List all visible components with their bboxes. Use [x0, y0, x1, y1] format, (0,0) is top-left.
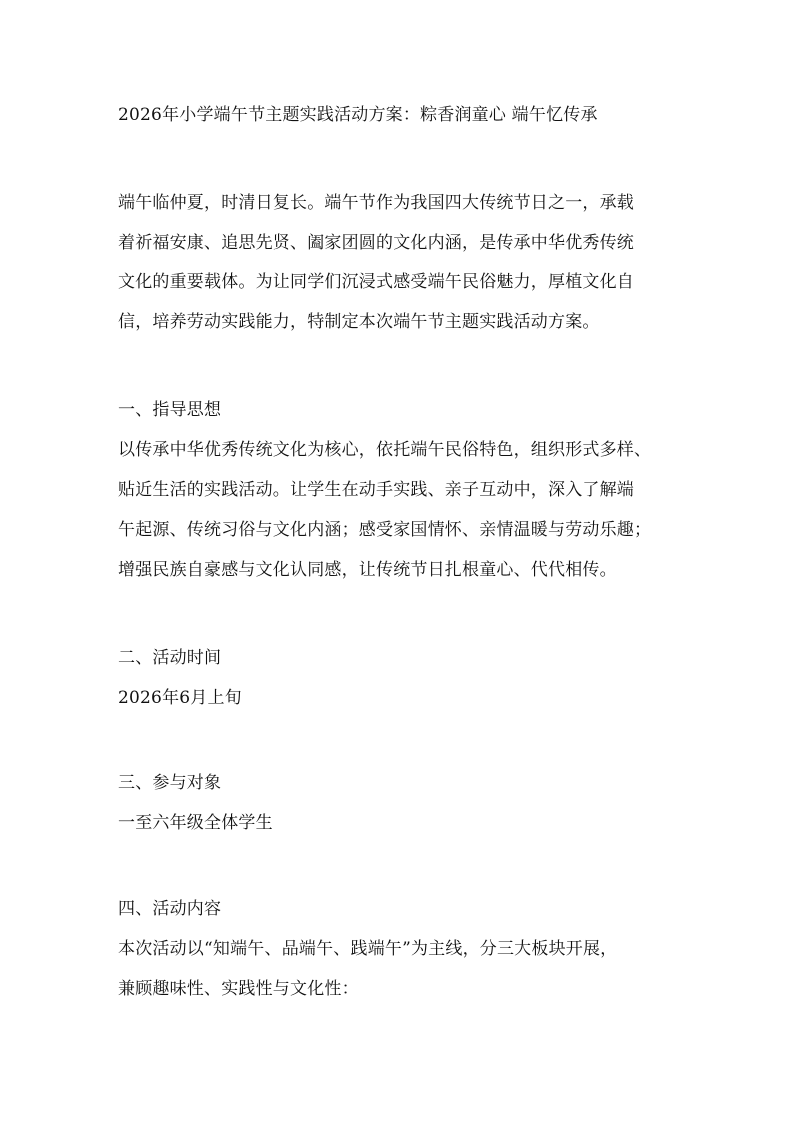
section-line: 本次活动以“知端午、品端午、践端午”为主线，分三大板块开展，: [118, 939, 618, 959]
section-line: 2026年6月上旬: [118, 688, 242, 708]
intro-line: 文化的重要载体。为让同学们沉浸式感受端午民俗魅力，厚植文化自: [118, 272, 634, 292]
section-line: 午起源、传统习俗与文化内涵；感受家国情怀、亲情温暖与劳动乐趣；: [118, 520, 652, 540]
intro-line: 端午临仲夏，时清日复长。端午节作为我国四大传统节日之一，承载: [118, 193, 634, 213]
section-line: 增强民族自豪感与文化认同感，让传统节日扎根童心、代代相传。: [118, 560, 617, 580]
section-line: 贴近生活的实践活动。让学生在动手实践、亲子互动中，深入了解端: [118, 480, 634, 500]
section-heading-guiding-ideology: 一、指导思想: [118, 400, 222, 420]
section-heading-participants: 三、参与对象: [118, 773, 222, 793]
section-heading-activity-content: 四、活动内容: [118, 899, 222, 919]
section-line: 兼顾趣味性、实践性与文化性：: [118, 979, 359, 999]
intro-line: 信，培养劳动实践能力，特制定本次端午节主题实践活动方案。: [118, 312, 600, 332]
document-title: 2026年小学端午节主题实践活动方案：粽香润童心 端午忆传承: [118, 105, 598, 125]
section-heading-activity-time: 二、活动时间: [118, 648, 222, 668]
section-line: 一至六年级全体学生: [118, 813, 273, 833]
intro-line: 着祈福安康、追思先贤、阖家团圆的文化内涵，是传承中华优秀传统: [118, 233, 634, 253]
section-line: 以传承中华优秀传统文化为核心，依托端午民俗特色，组织形式多样、: [118, 440, 652, 460]
